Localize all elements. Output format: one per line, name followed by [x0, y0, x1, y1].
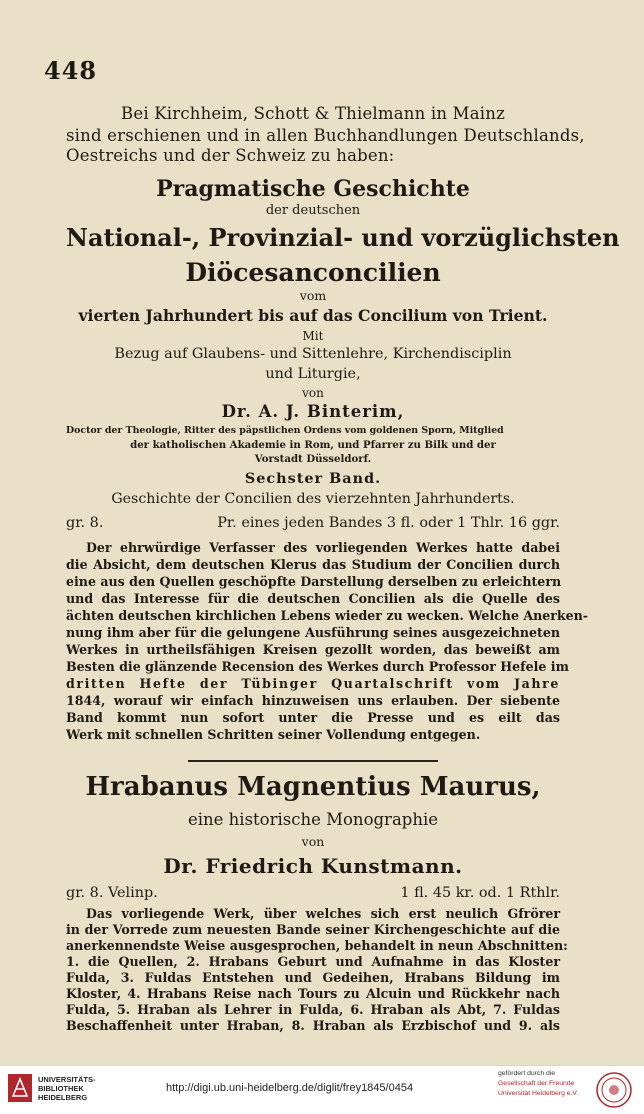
ad1-title-line-5: vom — [299, 288, 327, 303]
ad1-intro-line-2: sind erschienen und in allen Buchhandlungen Deutschlands, — [66, 126, 585, 145]
ad2-body-line: Beschaffenheit unter Hraban, 8. Hraban als Erzbischof und 9. als — [66, 1018, 560, 1033]
ad1-title-line-7: Mit — [302, 329, 324, 343]
ad1-subtitle: Geschichte der Concilien des vierzehnten Jahrhunderts. — [111, 491, 515, 507]
permalink-url[interactable]: http://digi.ub.uni-heidelberg.de/diglit/frey1845/0454 — [166, 1082, 414, 1094]
ad2-body-line: Fulda, 5. Hraban als Lehrer in Fulda, 6. Hraban als Abt, 7. Fuldas — [66, 1002, 560, 1017]
ad2-von: von — [301, 834, 325, 849]
ad1-body-line: Der ehrwürdige Verfasser des vorliegenden Werkes hatte dabei — [86, 540, 560, 555]
ad2-author: Dr. Friedrich Kunstmann. — [163, 854, 463, 878]
sponsor-line: Gesellschaft der Freunde — [498, 1080, 575, 1087]
ad1-author-desc-3: Vorstadt Düsseldorf. — [254, 453, 372, 465]
library-name-line: HEIDELBERG — [38, 1093, 88, 1102]
ad1-price: Pr. eines jeden Bandes 3 fl. oder 1 Thlr. 16 ggr. — [217, 515, 560, 531]
ad2-price-line — [66, 886, 560, 908]
ad1-body-line: Band kommt nun sofort unter die Presse und es eilt das — [66, 710, 560, 725]
advertisement-binterim — [66, 96, 620, 746]
ad1-title-line-9: und Liturgie, — [265, 366, 361, 382]
ad2-body-line: in der Vorrede zum neuesten Bande seiner Kirchengeschichte auf die — [66, 922, 560, 937]
ad2-title: Hrabanus Magnentius Maurus, — [85, 772, 541, 802]
ad1-format: gr. 8. — [66, 515, 104, 531]
ad2-body-line: Kloster, 4. Hrabans Reise nach Tours zu Alcuin und Rückkehr nach — [66, 986, 560, 1001]
ad1-title-line-2: der deutschen — [265, 203, 361, 218]
ad2-body — [66, 906, 568, 1036]
ad1-title-line-8: Bezug auf Glaubens- und Sittenlehre, Kirchendisciplin — [114, 346, 512, 362]
ad1-title-line-4: Diöcesanconcilien — [185, 258, 441, 287]
sponsor-line: Universität Heidelberg e.V. — [498, 1090, 579, 1097]
ad1-title-line-10: von — [302, 386, 324, 400]
university-library-logo-icon[interactable] — [8, 1074, 32, 1102]
library-name-line: BIBLIOTHEK — [38, 1084, 84, 1093]
sponsor-credit — [498, 1069, 598, 1099]
ad2-body-line: Fulda, 3. Fuldas Entstehen und Gedeihen, Hrabans Bildung im — [66, 970, 560, 985]
ad2-subtitle: eine historische Monographie — [187, 810, 439, 829]
library-name-line: UNIVERSITÄTS- — [38, 1075, 96, 1084]
ad1-body-line: dritten Hefte der Tübinger Quartalschrift vom Jahre — [66, 676, 560, 691]
ad1-author-desc-1: Doctor der Theologie, Ritter des päpstlichen Ordens vom goldenen Sporn, Mitglied — [66, 425, 504, 436]
ad1-body-line: nung ihm aber für die gelungene Ausführung seines ausgezeichneten — [66, 625, 560, 640]
ad2-price: 1 fl. 45 kr. od. 1 Rthlr. — [400, 885, 560, 901]
ad1-body-line: 1844, worauf wir einfach hinzuweisen uns erlauben. Der siebente — [66, 693, 560, 708]
ad1-author: Dr. A. J. Binterim, — [221, 402, 405, 421]
ad1-body-line: Werk mit schnellen Schritten seiner Vollendung entgegen. — [66, 727, 481, 742]
viewer-footer — [0, 1065, 644, 1114]
ad1-body-line: eine aus den Quellen geschöpfte Darstellung derselben zu erleichtern — [66, 574, 562, 589]
ad2-body-line: 1. die Quellen, 2. Hrabans Geburt und Aufnahme in das Kloster — [66, 954, 560, 969]
ad1-body-line: und das Interesse für die deutschen Concilien als die Quelle des — [66, 591, 560, 606]
page-number: 448 — [44, 56, 98, 85]
ad1-body-line: Werkes in urtheilsfähigen Kreisen gezollt worden, das beweißt am — [66, 642, 560, 657]
library-name — [38, 1075, 96, 1102]
ad2-format: gr. 8. Velinp. — [66, 885, 158, 901]
ad1-title-line-3: National-, Provinzial- und vorzüglichsten — [66, 223, 620, 252]
ad2-body-line: Das vorliegende Werk, über welches sich erst neulich Gfrörer — [86, 906, 560, 921]
ad1-body-line: ächten deutschen kirchlichen Lebens wieder zu wecken. Welche Anerken- — [66, 608, 589, 623]
ad1-title-line-6: vierten Jahrhundert bis auf das Concilium von Trient. — [78, 306, 548, 325]
sponsor-line: gefördert durch die — [498, 1070, 556, 1077]
ad2-body-line: anerkennendste Weise ausgesprochen, behandelt in neun Abschnitten: — [66, 938, 568, 953]
ad1-body — [66, 540, 589, 746]
society-seal-icon — [596, 1072, 632, 1108]
ad1-body-line: die Absicht, dem deutschen Klerus das Studium der Concilien durch — [66, 557, 560, 572]
ad1-author-desc-2: der katholischen Akademie in Rom, und Pfarrer zu Bilk und der — [130, 439, 496, 451]
advertisement-kunstmann — [66, 772, 568, 1036]
ad1-price-line — [66, 516, 560, 542]
ad1-intro-line-1: Bei Kirchheim, Schott & Thielmann in Mainz — [121, 104, 505, 123]
ad1-volume: Sechster Band. — [244, 470, 382, 487]
page-content — [66, 96, 620, 1036]
ad1-body-line: Besten die glänzende Recension des Werkes durch Professor Hefele im — [66, 659, 569, 674]
ad1-title-line-1: Pragmatische Geschichte — [156, 176, 470, 202]
ad1-intro-line-3: Oestreichs und der Schweiz zu haben: — [66, 146, 395, 165]
